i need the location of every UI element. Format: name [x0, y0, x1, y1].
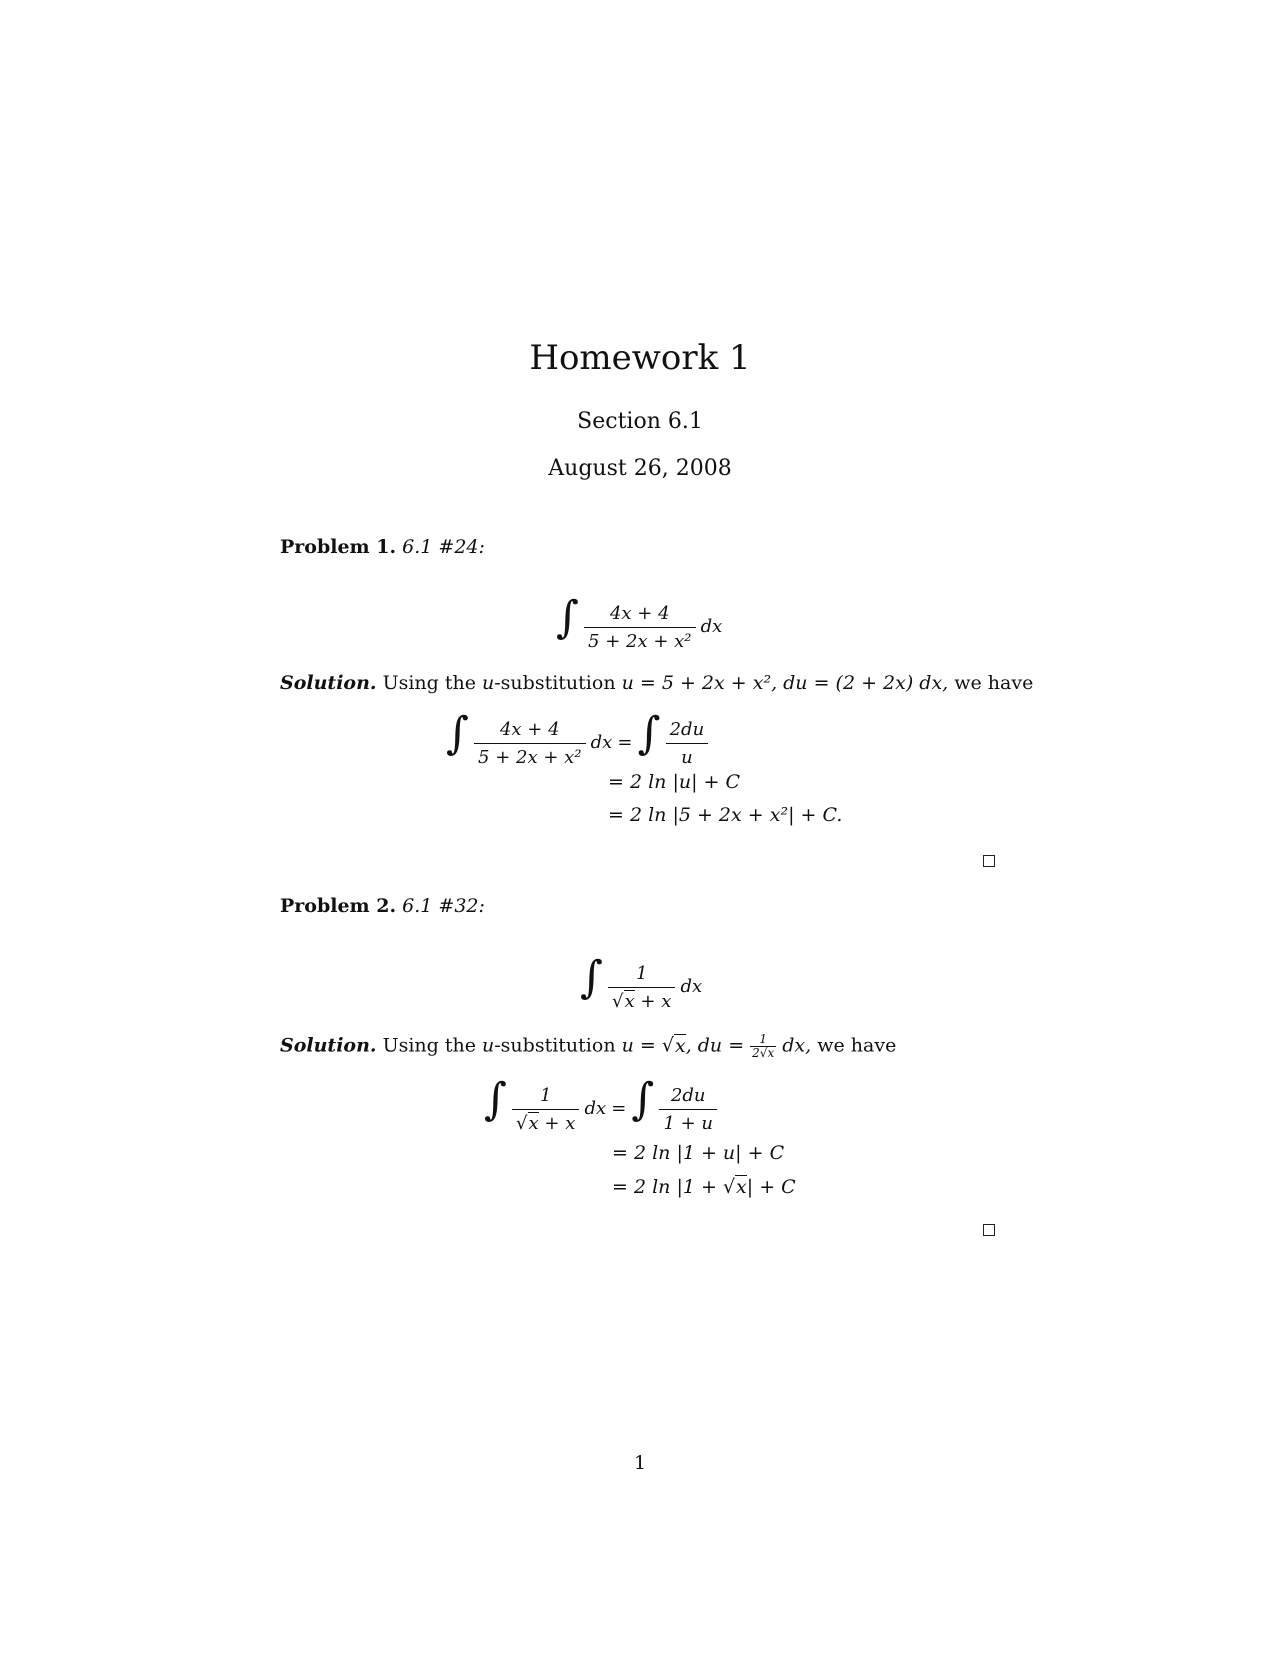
document-section: Section 6.1	[577, 409, 703, 434]
solution-text: -substitution	[494, 1034, 622, 1057]
problem-1-substitution: u = 5 + 2x + x², du = (2 + 2x) dx,	[621, 672, 949, 694]
problem-2-numerator: 1	[608, 963, 675, 988]
denominator-rest: + x	[634, 991, 672, 1012]
fraction-denominator: u	[681, 747, 693, 768]
sqrt-radicand: x	[674, 1034, 686, 1057]
problem-1-heading	[280, 536, 485, 558]
problem-1-dx: dx	[700, 616, 723, 637]
solution-u: u	[482, 1034, 495, 1057]
denominator-rest: + x	[538, 1113, 576, 1134]
problem-2-dx: dx	[680, 976, 703, 997]
document-date: August 26, 2008	[548, 456, 732, 481]
problem-1-solution-intro	[280, 672, 1033, 694]
problem-2-heading	[280, 895, 485, 917]
integral-sign-icon: ∫	[631, 1074, 655, 1125]
problem-1-integral	[556, 592, 723, 652]
integral-sign-icon: ∫	[484, 1074, 507, 1125]
problem-2-fraction	[608, 963, 675, 1012]
sub-u: u =	[621, 1034, 662, 1057]
fraction-numerator: 1	[750, 1033, 776, 1047]
problem-2-integral	[580, 952, 703, 1012]
problem-1-label: Problem 1.	[280, 536, 397, 558]
problem-2-ref: 6.1 #32:	[402, 895, 485, 917]
problem-1-solution-label: Solution.	[280, 672, 377, 694]
page-number: 1	[633, 1452, 647, 1474]
problem-2-solution-intro: Solution. Using the u-substitution u = √x, du = $\frac{1}{2√x}$ dx, we have	[280, 1032, 897, 1061]
sqrt-radicand: x	[624, 991, 635, 1012]
integral-sign-icon: ∫	[446, 708, 469, 759]
problem-1-step-1-rhs-fraction	[666, 719, 709, 768]
fraction-denominator: 2√x	[752, 1046, 775, 1061]
problem-2-du-fraction	[750, 1033, 776, 1060]
problem-1-step-3: = 2 ln |5 + 2x + x²| + C.	[608, 804, 843, 826]
dx: dx	[590, 732, 613, 753]
dx: dx	[584, 1098, 607, 1119]
document-title: Homework 1	[529, 338, 751, 378]
problem-1-step-1	[446, 708, 708, 768]
equals-sign: =	[611, 1098, 627, 1119]
problem-1-fraction	[584, 603, 695, 652]
integral-sign-icon: ∫	[580, 952, 603, 1003]
fraction-numerator: 1	[512, 1085, 579, 1110]
problem-1-step-1-lhs-fraction	[474, 719, 585, 768]
step-3-part-b: | + C	[746, 1176, 796, 1198]
problem-2-step-3: = 2 ln |1 + √x| + C	[612, 1176, 796, 1198]
problem-2-denominator: √x + x	[612, 991, 672, 1012]
problem-2-step-1-lhs-fraction	[512, 1085, 579, 1134]
sqrt-radicand: x	[528, 1113, 539, 1134]
problem-2-step-1-rhs-fraction	[659, 1085, 717, 1134]
problem-2-step-1	[484, 1074, 717, 1134]
problem-1-ref: 6.1 #24:	[402, 536, 485, 558]
qed-square-icon	[983, 1224, 995, 1236]
problem-2-solution-label: Solution.	[280, 1034, 377, 1057]
fraction-denominator: √x + x	[516, 1113, 576, 1134]
solution-text: -substitution	[494, 672, 622, 694]
problem-1-numerator: 4x + 4	[584, 603, 695, 628]
sub-du: , du =	[685, 1034, 751, 1057]
problem-1-denominator: 5 + 2x + x²	[588, 631, 692, 652]
problem-2-label: Problem 2.	[280, 895, 397, 917]
integral-sign-icon: ∫	[637, 708, 661, 759]
fraction-numerator: 2du	[666, 719, 709, 744]
sub-dx: dx,	[776, 1034, 812, 1057]
sqrt-radicand: x	[736, 1176, 747, 1198]
fraction-numerator: 2du	[659, 1085, 717, 1110]
solution-text: we have	[811, 1034, 897, 1057]
solution-u: u	[482, 672, 495, 694]
solution-text: Using the	[382, 672, 483, 694]
fraction-denominator: 1 + u	[663, 1113, 714, 1134]
step-3-part-a: = 2 ln |1 +	[612, 1176, 723, 1198]
fraction-denominator: 5 + 2x + x²	[478, 747, 582, 768]
solution-text: Using the	[382, 1034, 483, 1057]
qed-square-icon	[983, 855, 995, 867]
equals-sign: =	[617, 732, 633, 753]
fraction-numerator: 4x + 4	[474, 719, 585, 744]
problem-2-step-2: = 2 ln |1 + u| + C	[612, 1142, 785, 1164]
problem-1-step-2: = 2 ln |u| + C	[608, 771, 741, 793]
integral-sign-icon: ∫	[556, 592, 579, 643]
solution-text: we have	[948, 672, 1034, 694]
